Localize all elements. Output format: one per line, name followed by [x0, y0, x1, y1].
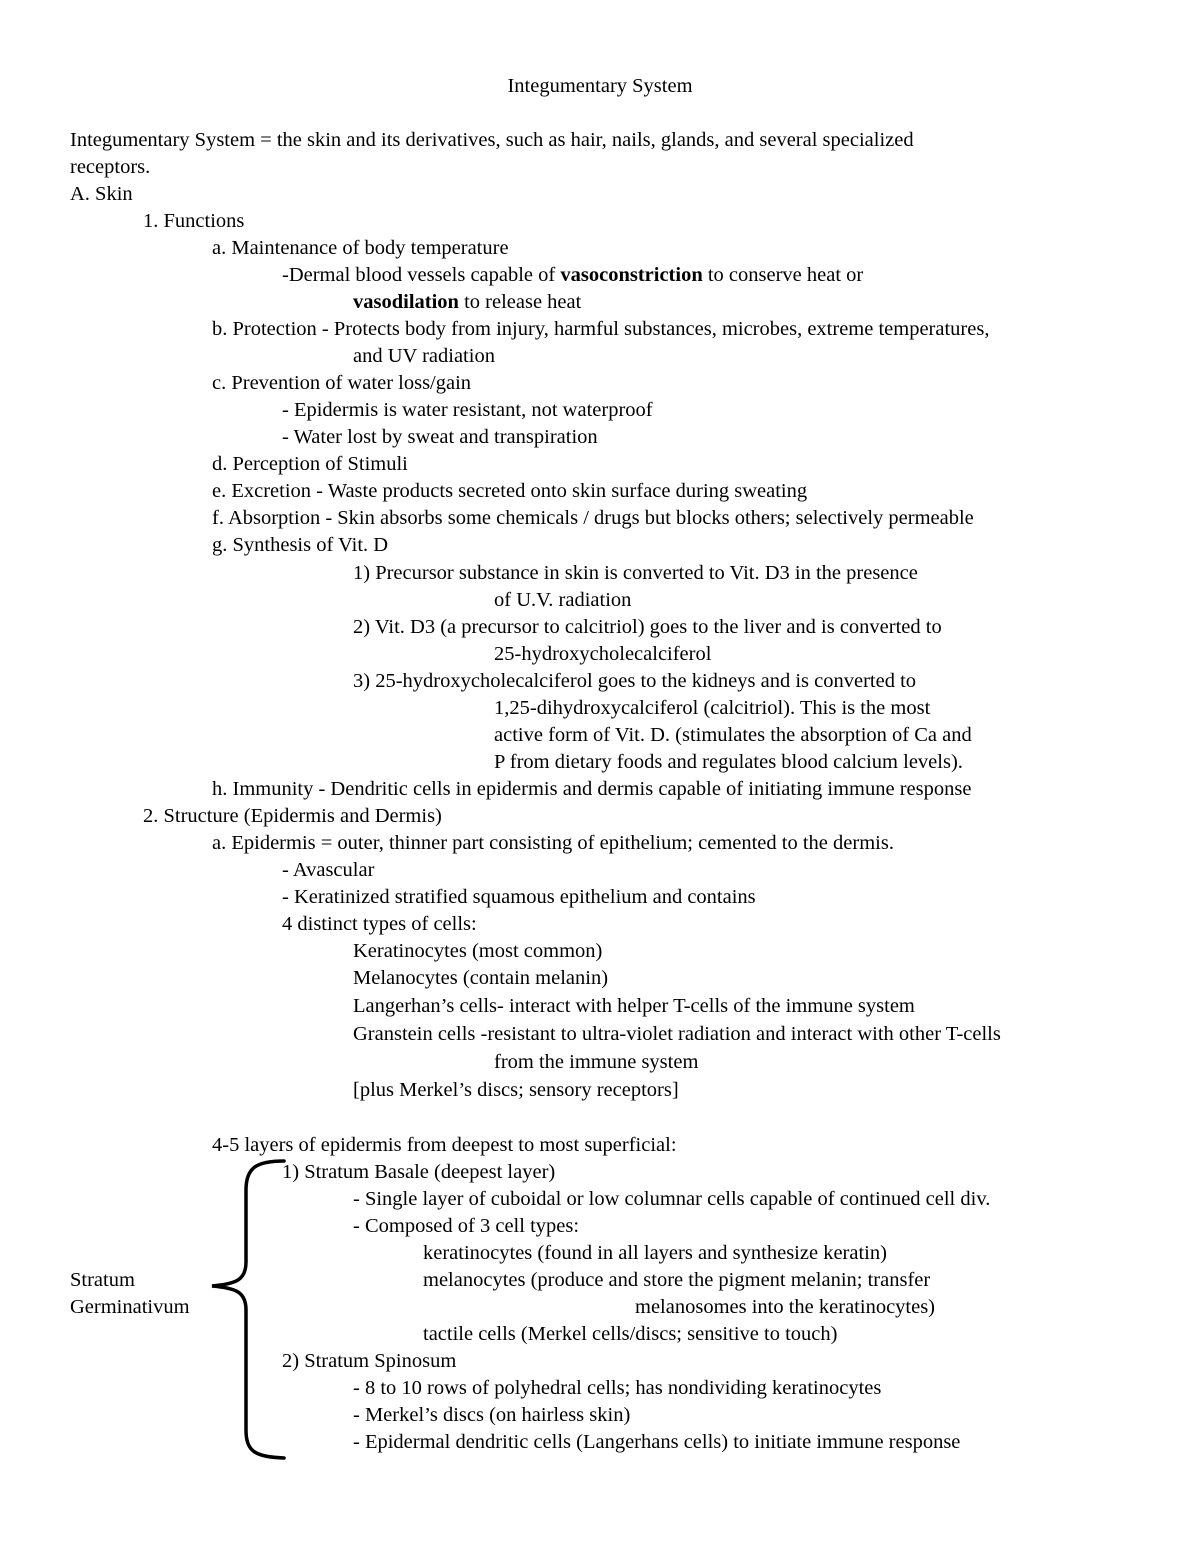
outline-item: f. Absorption - Skin absorbs some chemicals / drugs but blocks others; selectively permeable — [212, 507, 974, 529]
bold-term: vasoconstriction — [560, 264, 703, 286]
outline-detail: - Composed of 3 cell types: — [353, 1215, 580, 1237]
page-title: Integumentary System — [507, 75, 693, 97]
layer-item: 2) Stratum Spinosum — [282, 1350, 457, 1372]
outline-detail: - Water lost by sweat and transpiration — [282, 426, 598, 448]
structure-heading: 2. Structure (Epidermis and Dermis) — [143, 805, 442, 827]
intro-line: receptors. — [70, 156, 151, 178]
intro-line: Integumentary System = the skin and its derivatives, such as hair, nails, glands, and several specialized — [70, 129, 914, 151]
outline-item: g. Synthesis of Vit. D — [212, 534, 389, 556]
cell-type: from the immune system — [494, 1051, 699, 1073]
cell-type: Keratinocytes (most common) — [353, 940, 603, 962]
functions-heading: 1. Functions — [143, 210, 245, 232]
outline-detail: tactile cells (Merkel cells/discs; sensitive to touch) — [423, 1323, 838, 1345]
outline-detail: active form of Vit. D. (stimulates the absorption of Ca and — [494, 724, 972, 746]
outline-detail: P from dietary foods and regulates blood calcium levels). — [494, 751, 963, 773]
layers-heading: 4-5 layers of epidermis from deepest to most superficial: — [212, 1134, 677, 1156]
outline-item: a. Maintenance of body temperature — [212, 237, 509, 259]
layer-item: 1) Stratum Basale (deepest layer) — [282, 1161, 556, 1183]
outline-detail: - Epidermal dendritic cells (Langerhans cells) to initiate immune response — [353, 1431, 961, 1453]
section-heading-skin: A. Skin — [70, 183, 133, 205]
outline-detail: - Avascular — [282, 859, 375, 881]
cell-type: [plus Merkel’s discs; sensory receptors] — [353, 1079, 679, 1101]
cell-type: Granstein cells -resistant to ultra-violet radiation and interact with other T-cells — [353, 1023, 1001, 1045]
outline-detail: - Merkel’s discs (on hairless skin) — [353, 1404, 631, 1426]
outline-item: d. Perception of Stimuli — [212, 453, 408, 475]
outline-detail: melanosomes into the keratinocytes) — [635, 1296, 936, 1318]
outline-detail: 1) Precursor substance in skin is converted to Vit. D3 in the presence — [353, 562, 918, 584]
outline-detail: 3) 25-hydroxycholecalciferol goes to the kidneys and is converted to — [353, 670, 917, 692]
outline-item: a. Epidermis = outer, thinner part consisting of epithelium; cemented to the dermis. — [212, 832, 894, 854]
outline-detail: and UV radiation — [353, 345, 495, 367]
outline-item: c. Prevention of water loss/gain — [212, 372, 472, 394]
outline-detail: 25-hydroxycholecalciferol — [494, 643, 712, 665]
outline-detail: of U.V. radiation — [494, 589, 632, 611]
outline-detail: - Single layer of cuboidal or low columnar cells capable of continued cell div. — [353, 1188, 991, 1210]
outline-detail: - 8 to 10 rows of polyhedral cells; has nondividing keratinocytes — [353, 1377, 882, 1399]
outline-detail: 1,25-dihydroxycalciferol (calcitriol). This is the most — [494, 697, 931, 719]
brace-label: Germinativum — [70, 1296, 190, 1318]
outline-detail: melanocytes (produce and store the pigment melanin; transfer — [423, 1269, 931, 1291]
text-span: to release heat — [458, 291, 582, 313]
outline-item: b. Protection - Protects body from injury, harmful substances, microbes, extreme temperatures, — [212, 318, 990, 340]
outline-detail: - Epidermis is water resistant, not waterproof — [282, 399, 653, 421]
bold-term: vasodilation — [353, 291, 459, 313]
outline-detail: 2) Vit. D3 (a precursor to calcitriol) goes to the liver and is converted to — [353, 616, 942, 638]
text-span: to conserve heat or — [702, 264, 864, 286]
outline-item: h. Immunity - Dendritic cells in epidermis and dermis capable of initiating immune response — [212, 778, 972, 800]
outline-item: e. Excretion - Waste products secreted onto skin surface during sweating — [212, 480, 808, 502]
text-span: -Dermal blood vessels capable of — [282, 264, 561, 286]
outline-detail: - Keratinized stratified squamous epithelium and contains — [282, 886, 756, 908]
cell-type: Melanocytes (contain melanin) — [353, 967, 609, 989]
outline-detail: keratinocytes (found in all layers and synthesize keratin) — [423, 1242, 887, 1264]
outline-detail: 4 distinct types of cells: — [282, 913, 477, 935]
cell-type: Langerhan’s cells- interact with helper T-cells of the immune system — [353, 995, 915, 1017]
brace-label: Stratum — [70, 1269, 135, 1291]
